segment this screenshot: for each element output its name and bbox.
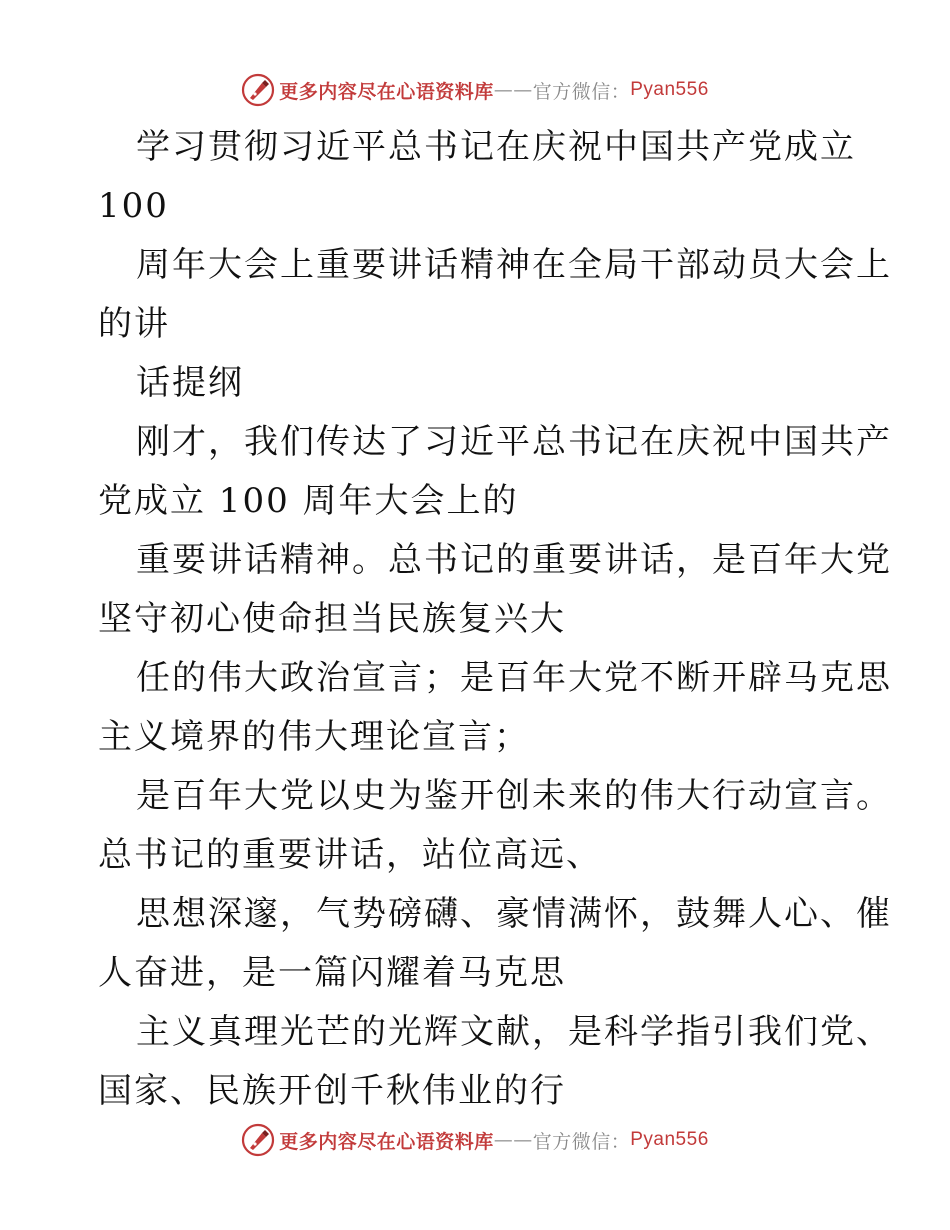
text-line: 刚才，我们传达了习近平总书记在庆祝中国共产 — [136, 422, 892, 462]
text-line: 国家、民族开创千秋伟业的行 — [98, 1071, 566, 1111]
banner-wechat-label: 官方微信： — [532, 1130, 631, 1153]
banner-text — [279, 1127, 709, 1154]
text-line: 重要讲话精神。总书记的重要讲话，是百年大党 — [136, 540, 892, 580]
banner-separator: —— — [493, 79, 533, 101]
banner-main-text: 更多内容尽在心语资料库 — [279, 1130, 494, 1153]
banner-main-text: 更多内容尽在心语资料库 — [279, 80, 494, 103]
text-line: 思想深邃，气势磅礴、豪情满怀，鼓舞人心、催 — [136, 894, 892, 934]
text-line: 是百年大党以史为鉴开创未来的伟大行动宣言。 — [136, 776, 892, 816]
text-line: 任的伟大政治宣言；是百年大党不断开辟马克思 — [136, 658, 892, 698]
text-line: 学习贯彻习近平总书记在庆祝中国共产党成立 — [136, 127, 856, 167]
text-line: 周年大会上重要讲话精神在全局干部动员大会上 — [136, 245, 892, 285]
document-body — [98, 118, 892, 1121]
header-banner — [0, 70, 950, 110]
banner-separator: —— — [493, 1129, 533, 1151]
text-line: 的讲 — [98, 304, 170, 344]
text-line: 总书记的重要讲话，站位高远、 — [98, 835, 602, 875]
pen-nib-circle-icon — [241, 73, 275, 107]
text-line: 话提纲 — [136, 363, 244, 403]
text-line: 人奋进，是一篇闪耀着马克思 — [98, 953, 566, 993]
banner-wechat-id: Pyan556 — [630, 79, 709, 100]
text-line: 100 — [98, 186, 169, 226]
banner-wechat-label: 官方微信： — [532, 80, 631, 103]
text-line: 主义真理光芒的光辉文献，是科学指引我们党、 — [136, 1012, 892, 1052]
text-line: 主义境界的伟大理论宣言； — [98, 717, 530, 757]
pen-nib-circle-icon — [241, 1123, 275, 1157]
banner-wechat-id: Pyan556 — [630, 1129, 709, 1150]
footer-banner — [0, 1120, 950, 1160]
banner-text — [279, 77, 709, 104]
text-line: 坚守初心使命担当民族复兴大 — [98, 599, 566, 639]
text-line: 党成立 100 周年大会上的 — [98, 481, 519, 521]
